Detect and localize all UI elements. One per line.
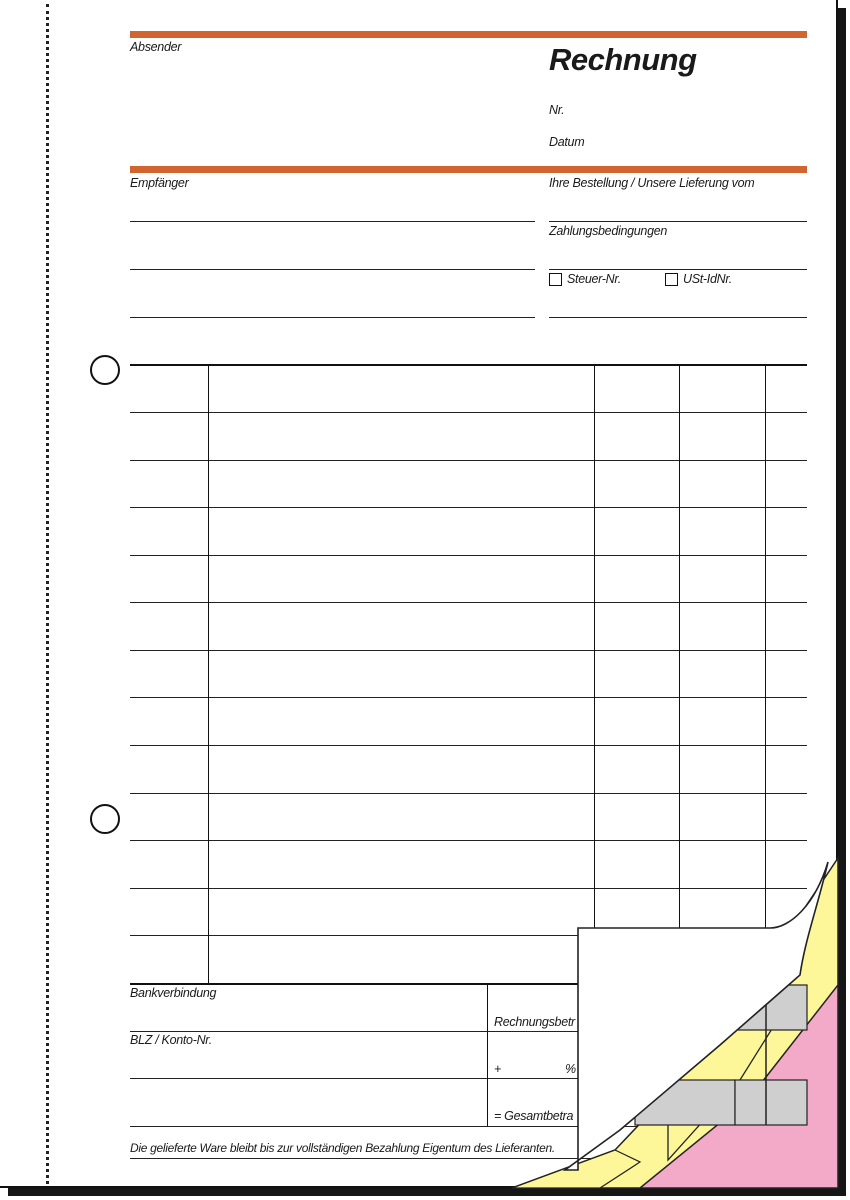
table-row-line [130, 555, 807, 556]
recipient-label: Empfänger [130, 176, 189, 190]
tax-id-line[interactable] [549, 317, 807, 318]
table-row-line [130, 507, 807, 508]
header-rule-top [130, 31, 807, 38]
vat-id-label: USt-IdNr. [683, 272, 732, 286]
retention-of-title-note: Die gelieferte Ware bleibt bis zur vollständigen Bezahlung Eigentum des Lieferanten. [130, 1141, 555, 1155]
punch-hole-top [90, 355, 120, 385]
perforation-line [46, 4, 49, 1184]
order-label: Ihre Bestellung / Unsere Lieferung vom [549, 176, 755, 190]
order-line[interactable] [549, 221, 807, 222]
table-row-line [130, 697, 807, 698]
table-row-line [130, 650, 807, 651]
payment-terms-label: Zahlungsbedingungen [549, 224, 668, 238]
punch-hole-bottom [90, 804, 120, 834]
header-rule-bottom [130, 166, 807, 173]
table-row-line [130, 602, 807, 603]
vat-id-checkbox[interactable] [665, 273, 678, 286]
recipient-line[interactable] [130, 221, 535, 222]
invoice-amount-label: Rechnungsbetr [494, 1015, 575, 1029]
plus-sign: + [494, 1062, 501, 1076]
recipient-line[interactable] [130, 269, 535, 270]
totals-vertical-divider [487, 983, 488, 1126]
bank-details-label: Bankverbindung [130, 986, 217, 1000]
carbon-copy-page-curl [500, 840, 850, 1200]
sender-label: Absender [130, 40, 182, 54]
invoice-date-label: Datum [549, 135, 585, 149]
table-top-rule [130, 364, 807, 366]
invoice-number-label: Nr. [549, 103, 565, 117]
account-label: BLZ / Konto-Nr. [130, 1033, 212, 1047]
bank-line[interactable] [130, 1031, 487, 1032]
tax-number-label: Steuer-Nr. [567, 272, 621, 286]
form-title: Rechnung [549, 42, 697, 77]
percent-sign: % [565, 1062, 576, 1076]
payment-terms-line[interactable] [549, 269, 807, 270]
table-row-line [130, 745, 807, 746]
recipient-line[interactable] [130, 317, 535, 318]
table-row-line [130, 460, 807, 461]
table-column-divider [208, 364, 209, 983]
table-row-line [130, 793, 807, 794]
table-row-line [130, 412, 807, 413]
tax-number-checkbox[interactable] [549, 273, 562, 286]
total-amount-label: = Gesamtbetra [494, 1109, 574, 1123]
